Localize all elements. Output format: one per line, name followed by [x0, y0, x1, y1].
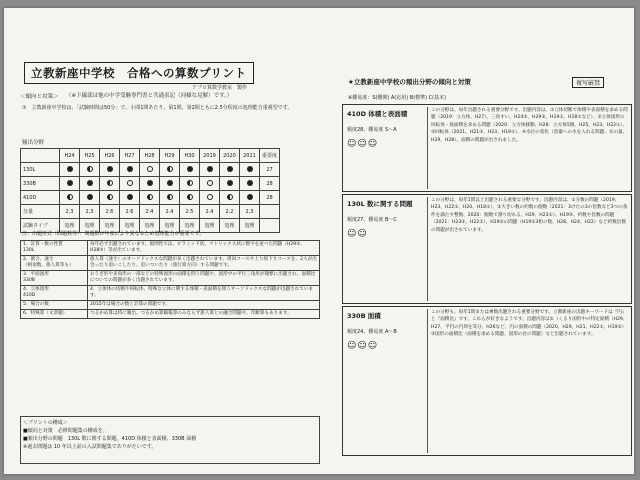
frequency-mark — [100, 191, 120, 205]
row-label: 分量 — [21, 205, 60, 219]
row-label: 試験タイプ — [21, 219, 60, 233]
full-circle-icon — [87, 194, 93, 200]
full-circle-icon — [107, 166, 113, 172]
half-circle-icon — [147, 194, 153, 200]
year-header: H24 — [60, 149, 80, 163]
table-cell: 処理 — [180, 219, 200, 233]
topic-card-numbers — [342, 194, 632, 304]
year-header: 2020 — [220, 149, 240, 163]
frequency-mark — [220, 191, 240, 205]
frequency-mark — [60, 177, 80, 191]
full-circle-icon — [247, 194, 253, 200]
empty-circle-icon — [127, 180, 133, 186]
frequency-mark — [160, 163, 180, 177]
detail-text: 毎年必ず出題されています。規則性では、ピラミッド状、マトリックス状に数字を並べた問題（H29②、H28③）等が出ています。 — [88, 241, 320, 256]
print-line-3: ※過去問題は 10 年以上前の入試問題集でありがたいです。 — [23, 444, 157, 450]
half-circle-icon — [167, 166, 173, 172]
print-heading: ＜プリントの構成＞ — [23, 420, 68, 426]
topic-body: この分野は、毎年1問以上出題される重要な分野です。出題内容は、①分数の問題（2019、H23、H22①、H20、H18①）、②大きい数の約数の個数（2021：3けたの3の倍数など3つの条件を満たす整数、2020：個数で割り切れる、H29、H23①）、H19③、約数や倍数の問題（2021：H23②、H22①）、H19②の問題（H19②3桁の数、H28、H24、H22）など約数倍数の問題が出されています。 — [427, 197, 629, 301]
frequency-mark — [60, 163, 80, 177]
table-cell: 2.6 — [120, 205, 140, 219]
frequency-mark — [80, 163, 100, 177]
table-cell: 2.4 — [160, 205, 180, 219]
detail-row — [21, 301, 320, 310]
table-cell: 2.4 — [140, 205, 160, 219]
year-header: 重要度 — [260, 149, 280, 163]
mascot-icon: ☺☺☺ — [347, 341, 379, 351]
topic-name: 330B 面積 — [347, 312, 381, 320]
frequency-mark — [220, 177, 240, 191]
byline: アプロ算数学教室 製作 — [192, 85, 248, 91]
topic-meta: 頻度28、難易度 S～A — [347, 127, 397, 133]
frequency-mark — [140, 191, 160, 205]
full-circle-icon — [87, 180, 93, 186]
year-header: H25 — [80, 149, 100, 163]
detail-category: 4．立体図形 410D — [21, 286, 88, 301]
half-circle-icon — [107, 180, 113, 186]
frequency-mark — [180, 191, 200, 205]
detail-row — [21, 286, 320, 301]
frequency-mark — [180, 177, 200, 191]
frequency-mark — [120, 163, 140, 177]
row-label: 410D — [21, 191, 60, 205]
table-caption: 頻出分野 — [22, 140, 45, 146]
topic-meta: 頻度27、難易度 B～C — [347, 217, 397, 223]
table-cell: 2.3 — [240, 205, 260, 219]
mascot-icon: ☺☺☺ — [347, 139, 379, 149]
frequency-mark — [80, 177, 100, 191]
frequency-mark — [180, 163, 200, 177]
detail-row — [21, 256, 320, 271]
print-structure-box — [20, 416, 320, 464]
row-label: 330B — [21, 177, 60, 191]
detail-text: つるかめ算は特に頻出。つるかめ算鶴亀算のみならず旅人算との融合問題や、年齢算もあります。 — [88, 310, 320, 319]
intro-text: ① 立教新座中学校は、「試験時間は50分」で、小問1問あたり、第1問、第2問ともに2.5分程度の処理能力重視型です。 — [22, 105, 293, 111]
topic-card-area — [342, 306, 632, 456]
empty-circle-icon — [207, 180, 213, 186]
table-cell: 処理 — [120, 219, 140, 233]
detail-category: 2．割合、速さ （相似数、旅人算等も） — [21, 256, 88, 271]
importance-score: 28 — [260, 177, 280, 191]
frequency-table — [20, 148, 280, 233]
worksheet-page — [4, 8, 634, 474]
full-circle-icon — [227, 166, 233, 172]
intro-note: （※下線部は他の中学受験専門書と共通表記（同様な見解）です。） — [66, 93, 233, 99]
full-circle-icon — [147, 180, 153, 186]
detail-row — [21, 271, 320, 286]
mascot-icon: ☺☺ — [347, 229, 368, 239]
topic-meta: 頻度24、難易度 A～B — [347, 329, 397, 335]
year-header: 2019 — [200, 149, 220, 163]
table-row — [21, 177, 280, 191]
table-cell: 2.6 — [100, 205, 120, 219]
detail-table — [20, 240, 320, 319]
full-circle-icon — [67, 166, 73, 172]
frequency-mark — [100, 177, 120, 191]
table-cell: 処理 — [240, 219, 260, 233]
full-circle-icon — [127, 166, 133, 172]
importance-score: 27 — [260, 163, 280, 177]
half-circle-icon — [87, 166, 93, 172]
year-header: H28 — [140, 149, 160, 163]
year-header: H26 — [100, 149, 120, 163]
table-row — [21, 163, 280, 177]
full-circle-icon — [207, 166, 213, 172]
table-cell: 処理 — [220, 219, 240, 233]
print-line-1: ■傾向と対策 必修問題集の構成を。 — [23, 428, 108, 434]
table-cell: 処理 — [140, 219, 160, 233]
frequency-mark — [240, 177, 260, 191]
frequency-mark — [240, 191, 260, 205]
table-row — [21, 191, 280, 205]
frequency-mark — [220, 163, 240, 177]
detail-text: 2015年は場合の数と計算の問題です。 — [88, 301, 320, 310]
half-circle-icon — [227, 194, 233, 200]
detail-row — [21, 310, 320, 319]
table-cell: 2.3 — [60, 205, 80, 219]
table-row — [21, 205, 280, 219]
frequency-mark — [160, 191, 180, 205]
frequency-mark — [200, 177, 220, 191]
frequency-mark — [240, 163, 260, 177]
full-circle-icon — [247, 166, 253, 172]
full-circle-icon — [227, 180, 233, 186]
left-page — [4, 8, 322, 474]
frequency-mark — [120, 177, 140, 191]
table-cell: 処理 — [200, 219, 220, 233]
table-cell: 処理 — [60, 219, 80, 233]
table-cell: 2.3 — [80, 205, 100, 219]
detail-text: 4．立体体の切断や回転体、特殊な立体に関する体積・表面積を問うオーソドックスな問題が出題されています。 — [88, 286, 320, 301]
empty-circle-icon — [207, 194, 213, 200]
corner-cell — [21, 149, 60, 163]
year-header: H29 — [160, 149, 180, 163]
full-circle-icon — [247, 180, 253, 186]
topic-name: 130L 数に関する問題 — [347, 200, 413, 208]
full-circle-icon — [67, 180, 73, 186]
frequency-mark — [160, 177, 180, 191]
frequency-mark — [140, 163, 160, 177]
detail-text: おうぎ形や多角形の一部などの特殊図形の面積を問う問題や、図形中の平行三角形が頻繁に出題され、面積比についての問題が多く出題されています。 — [88, 271, 320, 286]
copy-prohibited-badge: 複写厳禁 — [572, 77, 604, 88]
table-cell: 処理 — [160, 219, 180, 233]
difficulty-legend: ※難易度：S(難関) A(応用) B(標準) C(基本) — [348, 95, 447, 101]
empty-circle-icon — [147, 166, 153, 172]
table-cell: 処理 — [100, 219, 120, 233]
intro-heading: ＜傾向と対策＞ — [20, 94, 59, 100]
half-circle-icon — [67, 194, 73, 200]
school-title: 立教新座中学校 合格への算数プリント — [24, 62, 254, 84]
frequency-mark — [100, 163, 120, 177]
detail-category: 3．平面図形 330B — [21, 271, 88, 286]
detail-row — [21, 241, 320, 256]
year-header: H27 — [120, 149, 140, 163]
topic-name: 410D 体積と表面積 — [347, 110, 408, 118]
topic-card-solid — [342, 104, 632, 192]
importance-score — [260, 205, 280, 219]
topic-body: この分野も、毎年1問または複数出題される重要分野です。立教新座の出題キーワードは『円』と『面積比』です。これらが好きなようです。出題内容は①（くるり図形中の特定面積（H29、H27、平円の円周を等分、H26など、円の面積の問題（2020、H29、H21、H22①、H19②）②図形の面積比（面積を求める問題、図形の比の問題）など出題されています。 — [427, 309, 629, 453]
frequency-mark — [200, 191, 220, 205]
table-cell: 2.5 — [180, 205, 200, 219]
frequency-mark — [200, 163, 220, 177]
right-page — [334, 8, 634, 474]
detail-category: 1．計算・数の性質 130L — [21, 241, 88, 256]
table-cell: 2.4 — [200, 205, 220, 219]
table-cell: 処理 — [80, 219, 100, 233]
full-circle-icon — [187, 166, 193, 172]
frequency-mark — [60, 191, 80, 205]
year-header: H30 — [180, 149, 200, 163]
frequency-mark — [140, 177, 160, 191]
row-label: 130L — [21, 163, 60, 177]
table-cell: 2.2 — [220, 205, 240, 219]
right-title: ★立教新座中学校の頻出分野の傾向と対策 — [348, 78, 471, 86]
table-notes: 注：出題形式（問題数等）：問題数が年度により異なるため処理能力が重要です。 — [22, 231, 205, 237]
detail-category: 5．場合の数 — [21, 301, 88, 310]
frequency-mark — [80, 191, 100, 205]
detail-category: 6．特殊算（文章題） — [21, 310, 88, 319]
detail-text: 旅人算（速さ）のオーソドックスな問題が多く出題されています。周回コースや上り坂下りコースを、2人が出会ったり追いこしたり、追いついたり（旅行算方向）する問題です。 — [88, 256, 320, 271]
full-circle-icon — [127, 194, 133, 200]
importance-score: 28 — [260, 191, 280, 205]
print-line-2: ■頻出分野の問題 130L 数に関する問題、410D 体積と表面積、330B 面積 — [23, 436, 197, 442]
year-header: 2021 — [240, 149, 260, 163]
half-circle-icon — [167, 194, 173, 200]
topic-body: この分野は、毎年出題される重要分野です。出題内容は、①立体切断で体積や表面積を求める問題（2019：立方体、H27）、三角すい、H24②、H29②、H19①、H18①など）、②立体図形の回転体・底面積を求める問題（2020：立方体移動、H28：立方体5個、H25、H23、H22①）、③回転体（2021、H21③、H23、H19①）、④水位の変化（容器への水を入れる問題、水の量、H29、H28）、面積の問題が出されました。 — [427, 107, 629, 189]
frequency-mark — [120, 191, 140, 205]
full-circle-icon — [167, 180, 173, 186]
table-header-row — [21, 149, 280, 163]
half-circle-icon — [187, 194, 193, 200]
half-circle-icon — [187, 180, 193, 186]
half-circle-icon — [107, 194, 113, 200]
